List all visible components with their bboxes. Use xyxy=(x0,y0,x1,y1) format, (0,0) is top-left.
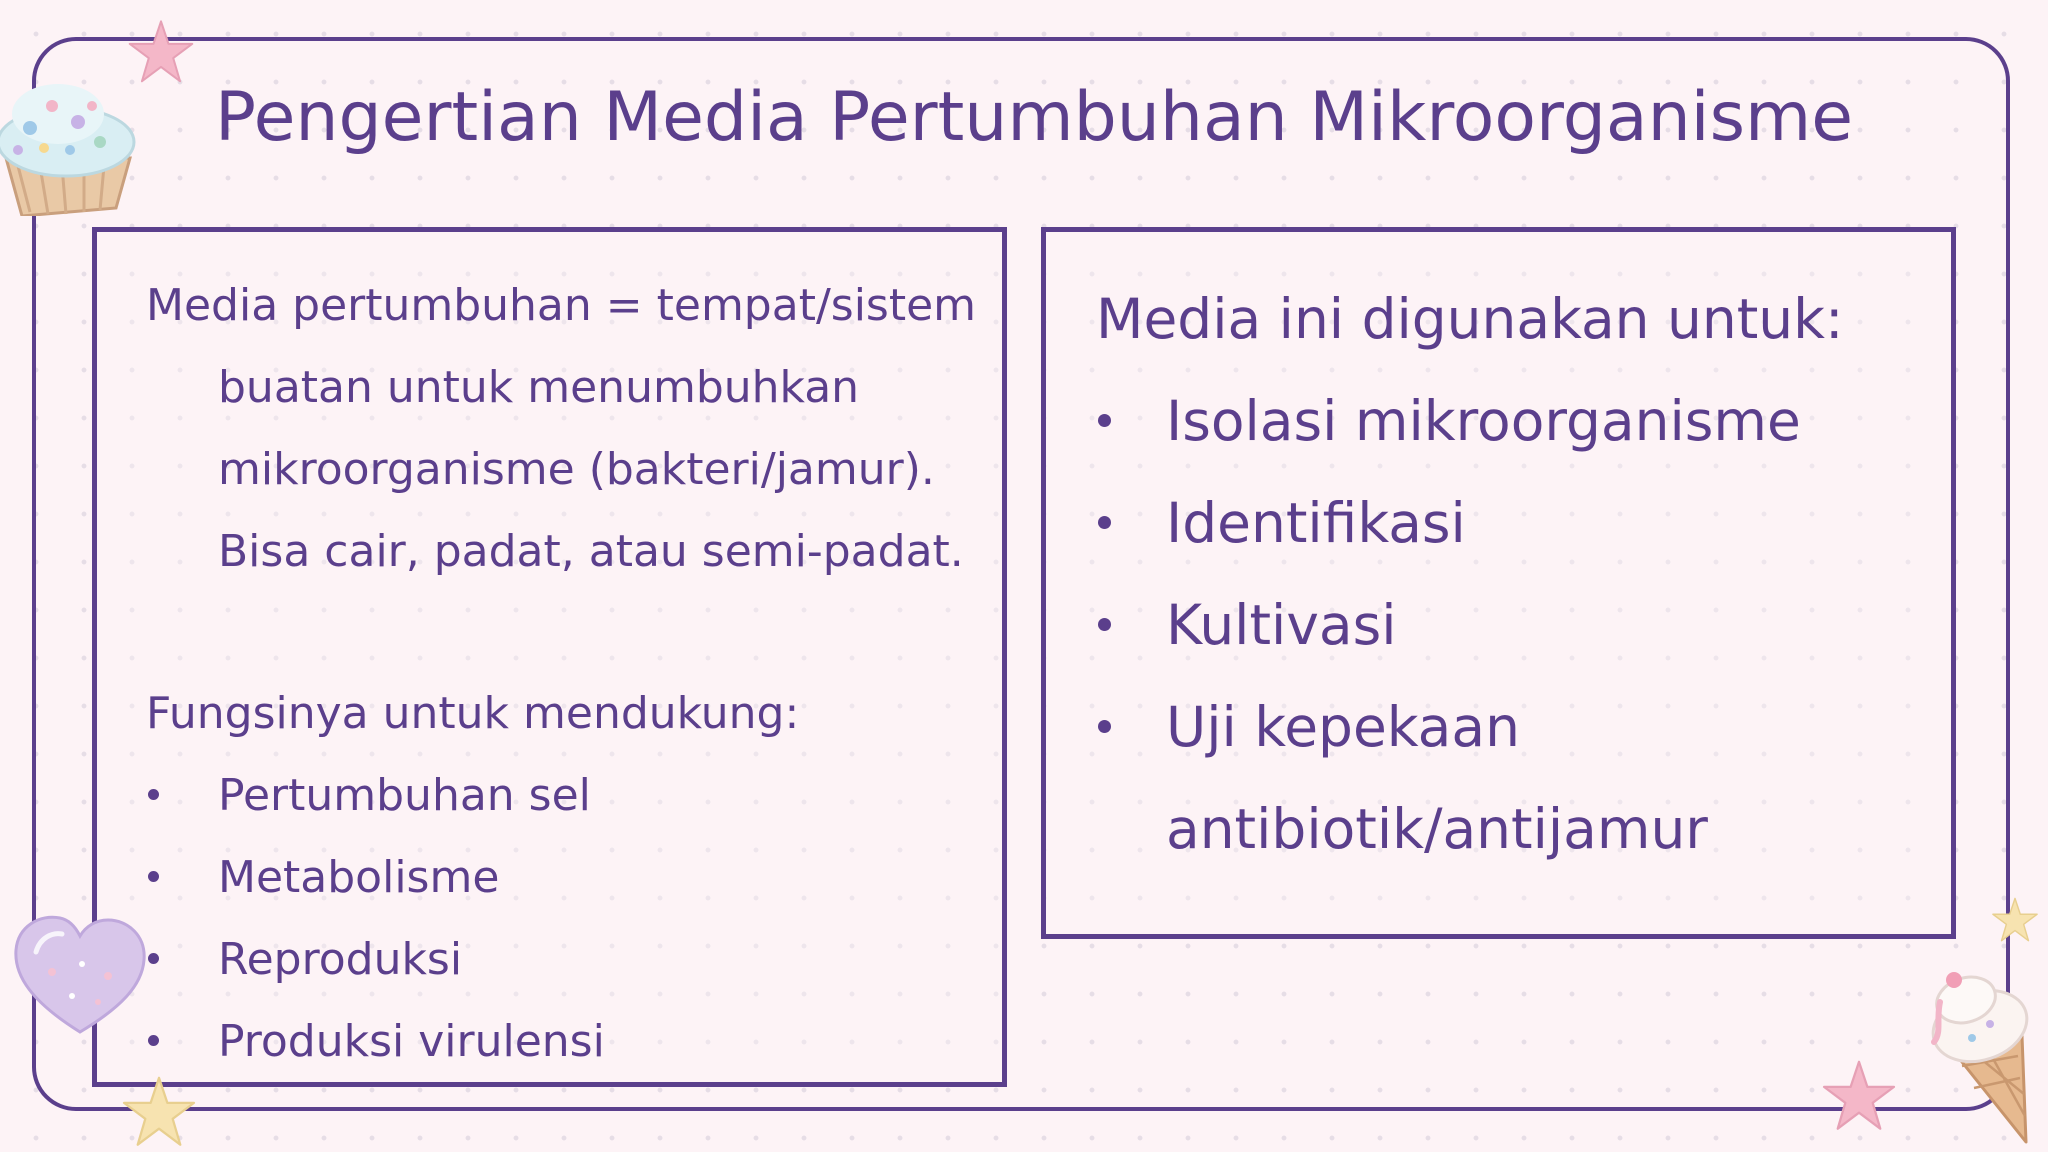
cupcake-icon xyxy=(0,66,142,216)
bullet-icon xyxy=(1098,516,1111,529)
bullet-icon xyxy=(1098,720,1111,733)
star-icon xyxy=(120,1074,198,1150)
bullet-icon xyxy=(148,953,159,964)
use-item: Identifikasi xyxy=(1166,491,1466,555)
bullet-icon xyxy=(148,871,159,882)
use-item: Kultivasi xyxy=(1166,593,1397,657)
ice-cream-cone-icon xyxy=(1914,966,2038,1146)
heart-icon xyxy=(12,912,148,1038)
function-item: Reproduksi xyxy=(218,934,463,985)
bullet-icon xyxy=(148,789,159,800)
bullet-icon xyxy=(148,1035,159,1046)
function-item: Metabolisme xyxy=(218,852,500,903)
function-item: Pertumbuhan sel xyxy=(218,770,591,821)
use-item: Isolasi mikroorganisme xyxy=(1166,389,1801,453)
definition-line-2: buatan untuk menumbuhkan xyxy=(218,362,860,413)
star-icon xyxy=(1990,896,2040,944)
bullet-icon xyxy=(1098,414,1111,427)
slide-title: Pengertian Media Pertumbuhan Mikroorganisme xyxy=(215,78,1854,157)
use-item: Uji kepekaan xyxy=(1166,695,1520,759)
star-icon xyxy=(1820,1058,1898,1134)
function-item: Produksi virulensi xyxy=(218,1016,605,1067)
uses-heading: Media ini digunakan untuk: xyxy=(1096,287,1844,351)
use-item-continuation: antibiotik/antijamur xyxy=(1166,797,1708,861)
definition-line-3: mikroorganisme (bakteri/jamur). xyxy=(218,444,935,495)
function-heading: Fungsinya untuk mendukung: xyxy=(146,688,800,739)
definition-line-4: Bisa cair, padat, atau semi-padat. xyxy=(218,526,964,577)
definition-line-1: Media pertumbuhan = tempat/sistem xyxy=(146,280,977,331)
bullet-icon xyxy=(1098,618,1111,631)
